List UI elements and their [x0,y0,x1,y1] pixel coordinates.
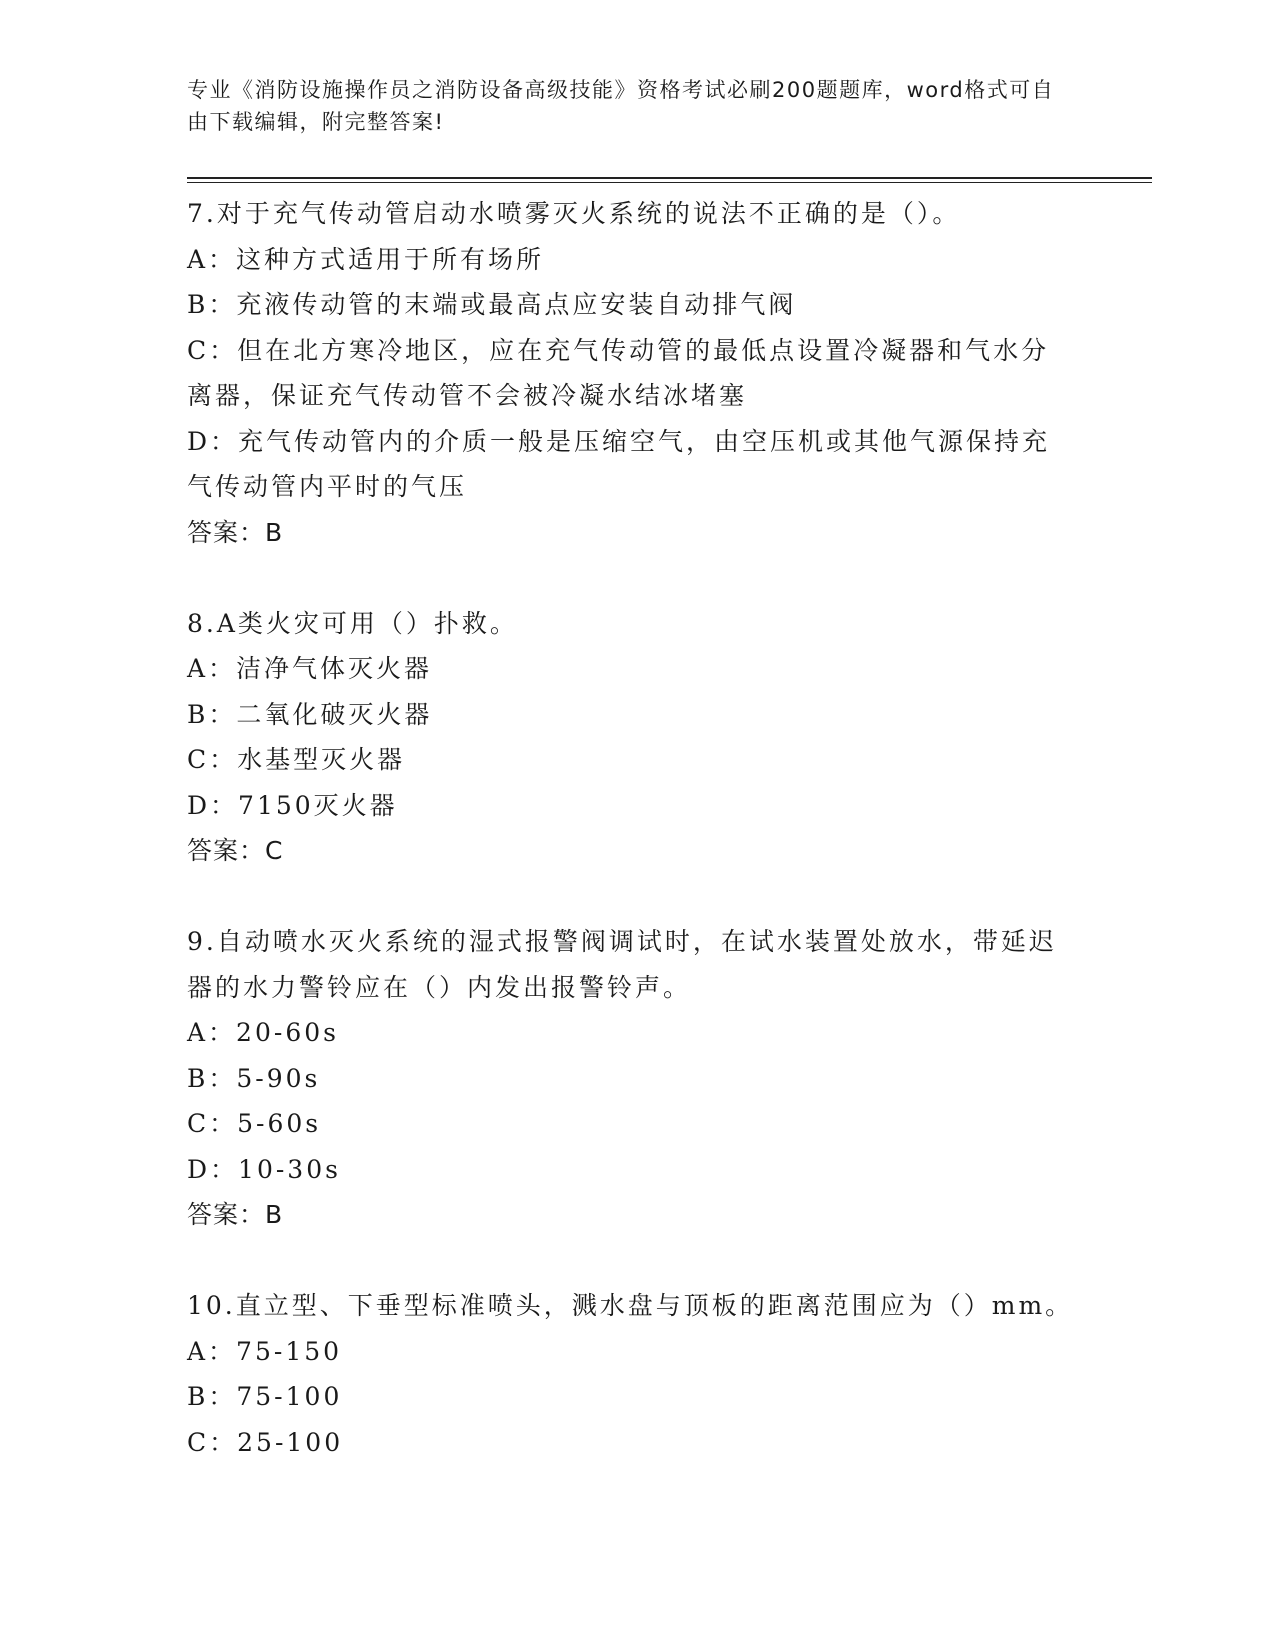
option-a: A：这种方式适用于所有场所 [187,244,545,274]
question-stem: 9.自动喷水灭火系统的湿式报警阀调试时，在试水装置处放水，带延迟器的水力警铃应在（）内发出报警铃声。 [187,927,1057,1002]
option-c: C：25-100 [187,1427,344,1457]
question-list [187,191,1077,1511]
header-divider-thin [187,182,1152,183]
answer: 答案：B [187,517,284,547]
question-stem: 10.直立型、下垂型标准喷头，溅水盘与顶板的距离范围应为（）mm。 [187,1291,1074,1320]
option-c: C：水基型灭火器 [187,745,406,774]
option-d: D：7150灭火器 [187,790,398,820]
option-d: D：充气传动管内的介质一般是压缩空气，由空压机或其他气源保持充气传动管内平时的气压 [187,426,1051,501]
question-7 [187,191,1077,555]
header-divider-thick [187,177,1152,179]
option-c: C：但在北方寒冷地区，应在充气传动管的最低点设置冷凝器和气水分离器，保证充气传动管不会被冷凝水结冰堵塞 [187,335,1050,410]
answer: 答案：B [187,1200,284,1229]
answer: 答案：C [187,836,284,865]
question-stem: 8.A类火灾可用（）扑救。 [187,608,518,638]
question-8 [187,601,1077,874]
option-c: C：5-60s [187,1109,322,1138]
option-a: A：洁净气体灭火器 [187,654,433,683]
document-header: 专业《消防设施操作员之消防设备高级技能》资格考试必刷200题题库，word格式可自由下载编辑，附完整答案! [187,78,1055,134]
option-b: B：5-90s [187,1063,321,1093]
option-b: B：充液传动管的末端或最高点应安装自动排气阀 [187,290,797,319]
option-d: D：10-30s [187,1154,341,1184]
option-b: B：75-100 [187,1382,343,1411]
question-9 [187,919,1077,1238]
question-stem: 7.对于充气传动管启动水喷雾灭火系统的说法不正确的是（）。 [187,199,961,228]
option-a: A：75-150 [187,1336,343,1366]
question-10 [187,1283,1077,1465]
option-b: B：二氧化破灭火器 [187,699,433,729]
option-a: A：20-60s [187,1018,339,1047]
